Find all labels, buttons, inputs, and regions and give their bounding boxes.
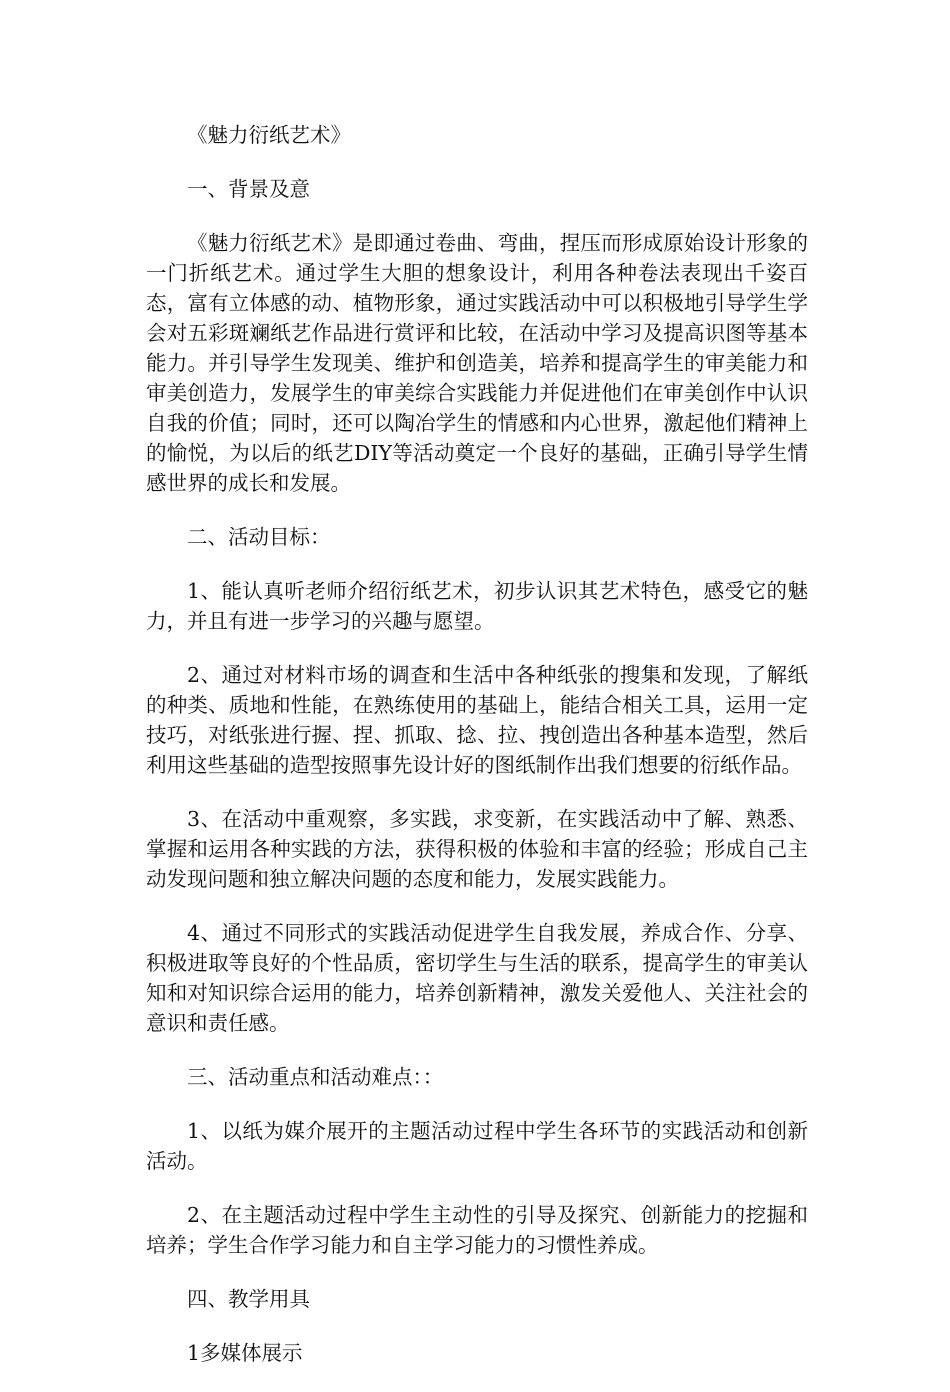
section-heading-background: 一、背景及意 <box>187 177 310 201</box>
section-heading-teaching-tools: 四、教学用具 <box>187 1287 310 1311</box>
goal-item-2: 2、通过对材料市场的调查和生活中各种纸张的搜集和发现，了解纸的种类、质地和性能，在熟练使用的基础上，能结合相关工具，运用一定技巧，对纸张进行握、捏、抓取、捻、拉、拽创造出各种基本造型，然后利用这些基础的造型按照事先设计好的图纸制作出我们想要的衍纸作品。 <box>146 663 808 777</box>
goal-item-3: 3、在活动中重观察，多实践，求变新，在实践活动中了解、熟悉、掌握和运用各种实践的方法，获得积极的体验和丰富的经验；形成自己主动发现问题和独立解决问题的态度和能力，发展实践能力。 <box>146 807 808 891</box>
document-title: 《魅力衍纸艺术》 <box>187 123 351 147</box>
section-heading-key-points: 三、活动重点和活动难点：： <box>187 1065 444 1089</box>
section-heading-goals: 二、活动目标： <box>187 525 331 549</box>
goal-item-4: 4、通过不同形式的实践活动促进学生自我发展，养成合作、分享、积极进取等良好的个性品质，密切学生与生活的联系，提高学生的审美认知和对知识综合运用的能力，培养创新精神，激发关爱他人、关注社会的意识和责任感。 <box>146 921 808 1035</box>
key-point-2: 2、在主题活动过程中学生主动性的引导及探究、创新能力的挖掘和培养；学生合作学习能力和自主学习能力的习惯性养成。 <box>146 1203 808 1257</box>
goal-item-1: 1、能认真听老师介绍衍纸艺术，初步认识其艺术特色，感受它的魅力，并且有进一步学习的兴趣与愿望。 <box>146 579 808 633</box>
document-body <box>146 120 808 1392</box>
teaching-tool-1: 1多媒体展示 <box>187 1341 303 1365</box>
background-paragraph: 《魅力衍纸艺术》是即通过卷曲、弯曲，捏压而形成原始设计形象的一门折纸艺术。通过学生大胆的想象设计，利用各种卷法表现出千姿百态，富有立体感的动、植物形象，通过实践活动中可以积极地引导学生学会对五彩斑斓纸艺作品进行赏评和比较，在活动中学习及提高识图等基本能力。并引导学生发现美、维护和创造美，培养和提高学生的审美能力和审美创造力，发展学生的审美综合实践能力并促进他们在审美创作中认识自我的价值；同时，还可以陶冶学生的情感和内心世界，激起他们精神上的愉悦，为以后的纸艺DIY等活动奠定一个良好的基础，正确引导学生情感世界的成长和发展。 <box>146 231 808 495</box>
key-point-1: 1、以纸为媒介展开的主题活动过程中学生各环节的实践活动和创新活动。 <box>146 1119 808 1173</box>
